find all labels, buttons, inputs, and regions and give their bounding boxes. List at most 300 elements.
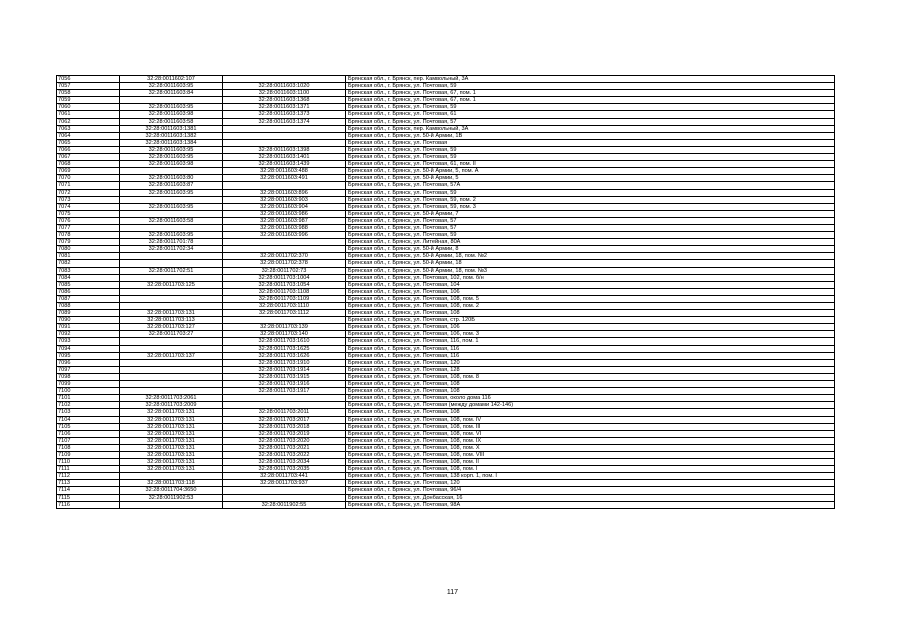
row-number-cell: 7069 [57,168,120,175]
parcel-cadastral-number-cell [120,97,223,104]
object-cadastral-number-cell [223,76,346,83]
object-cadastral-number-cell: 32:28:0011603:986 [223,210,346,217]
address-cell: Брянская обл., г. Брянск, ул. Почтовая, 116 [346,352,835,359]
table-row [57,459,835,466]
row-number-cell: 7072 [57,189,120,196]
row-number-cell: 7111 [57,466,120,473]
object-cadastral-number-cell: 32:28:0011703:1625 [223,345,346,352]
table-row [57,76,835,83]
object-cadastral-number-cell: 32:28:0011603:1398 [223,146,346,153]
address-cell: Брянская обл., г. Брянск, ул. Почтовая, 108, пом. I [346,466,835,473]
row-number-cell: 7061 [57,111,120,118]
object-cadastral-number-cell: 32:28:0011703:1054 [223,281,346,288]
row-number-cell: 7089 [57,310,120,317]
address-cell: Брянская обл., г. Брянск, ул. Почтовая, 108, пом. IX [346,437,835,444]
table-row [57,338,835,345]
row-number-cell: 7113 [57,480,120,487]
row-number-cell: 7094 [57,345,120,352]
parcel-cadastral-number-cell [120,260,223,267]
parcel-cadastral-number-cell: 32:28:0011703:131 [120,437,223,444]
register-table-body [57,76,835,509]
table-row [57,246,835,253]
row-number-cell: 7098 [57,373,120,380]
address-cell: Брянская обл., г. Брянск, ул. Почтовая, 108, пом. 5 [346,295,835,302]
row-number-cell: 7092 [57,331,120,338]
object-cadastral-number-cell: 32:28:0011603:904 [223,203,346,210]
address-cell: Брянская обл., г. Брянск, пер. Камвольный, 3А [346,125,835,132]
object-cadastral-number-cell: 32:28:0011703:2017 [223,416,346,423]
parcel-cadastral-number-cell: 32:28:0011603:80 [120,175,223,182]
object-cadastral-number-cell: 32:28:0011603:1374 [223,118,346,125]
object-cadastral-number-cell: 32:28:0011703:2034 [223,459,346,466]
table-row [57,104,835,111]
row-number-cell: 7058 [57,90,120,97]
table-row [57,274,835,281]
parcel-cadastral-number-cell [120,473,223,480]
parcel-cadastral-number-cell: 32:28:0011702:34 [120,246,223,253]
parcel-cadastral-number-cell [120,345,223,352]
address-cell: Брянская обл., г. Брянск, ул. Почтовая, 57А [346,182,835,189]
table-row [57,90,835,97]
parcel-cadastral-number-cell: 32:28:0011703:131 [120,466,223,473]
row-number-cell: 7057 [57,83,120,90]
row-number-cell: 7116 [57,501,120,508]
object-cadastral-number-cell: 32:28:0011703:1916 [223,381,346,388]
object-cadastral-number-cell: 32:28:0011703:1109 [223,295,346,302]
address-cell: Брянская обл., г. Брянск, ул. Литейная, 80А [346,239,835,246]
object-cadastral-number-cell: 32:28:0011703:2021 [223,444,346,451]
table-row [57,402,835,409]
table-row [57,381,835,388]
address-cell: Брянская обл., г. Брянск, ул. Почтовая, 108, пом. 8 [346,373,835,380]
table-row [57,303,835,310]
row-number-cell: 7065 [57,139,120,146]
object-cadastral-number-cell [223,182,346,189]
parcel-cadastral-number-cell: 32:28:0011703:131 [120,310,223,317]
row-number-cell: 7103 [57,409,120,416]
address-cell: Брянская обл., г. Брянск, ул. Почтовая, 108, пом. II [346,459,835,466]
address-cell: Брянская обл., г. Брянск, ул. Почтовая, 108, пом. IV [346,416,835,423]
row-number-cell: 7076 [57,217,120,224]
row-number-cell: 7087 [57,295,120,302]
address-cell: Брянская обл., г. Брянск, ул. Почтовая, 57 [346,118,835,125]
parcel-cadastral-number-cell: 32:28:0011603:58 [120,217,223,224]
table-row [57,224,835,231]
object-cadastral-number-cell: 32:28:0011703:2011 [223,409,346,416]
object-cadastral-number-cell: 32:28:0011603:987 [223,217,346,224]
address-cell: Брянская обл., г. Брянск, ул. Почтовая, 67, пом. 1 [346,90,835,97]
row-number-cell: 7066 [57,146,120,153]
object-cadastral-number-cell: 32:28:0011703:2019 [223,430,346,437]
address-cell: Брянская обл., г. Брянск, ул. Почтовая, 108 [346,381,835,388]
row-number-cell: 7077 [57,224,120,231]
table-row [57,83,835,90]
object-cadastral-number-cell: 32:28:0011702:378 [223,260,346,267]
table-row [57,317,835,324]
address-cell: Брянская обл., г. Брянск, ул. Почтовая, стр. 120Б [346,317,835,324]
parcel-cadastral-number-cell: 32:28:0011603:95 [120,83,223,90]
row-number-cell: 7059 [57,97,120,104]
row-number-cell: 7062 [57,118,120,125]
address-cell: Брянская обл., г. Брянск, ул. Почтовая, 106 [346,288,835,295]
parcel-cadastral-number-cell: 32:28:0011703:113 [120,317,223,324]
parcel-cadastral-number-cell [120,303,223,310]
table-row [57,161,835,168]
object-cadastral-number-cell: 32:28:0011603:1371 [223,104,346,111]
address-cell: Брянская обл., г. Брянск, ул. 50-й Армии, 5, пом. А [346,168,835,175]
address-cell: Брянская обл., г. Брянск, ул. 50-й Армии, 18 [346,260,835,267]
parcel-cadastral-number-cell: 32:28:0011603:1381 [120,125,223,132]
object-cadastral-number-cell: 32:28:0011703:1915 [223,373,346,380]
object-cadastral-number-cell: 32:28:0011603:903 [223,196,346,203]
address-cell: Брянская обл., г. Брянск, ул. Почтовая, 108, пом. VI [346,430,835,437]
object-cadastral-number-cell: 32:28:0011603:896 [223,189,346,196]
address-cell: Брянская обл., г. Брянск, ул. Почтовая, 116, пом. 1 [346,338,835,345]
object-cadastral-number-cell: 32:28:0011703:140 [223,331,346,338]
table-row [57,416,835,423]
address-cell: Брянская обл., г. Брянск, ул. Почтовая, 59 [346,189,835,196]
parcel-cadastral-number-cell [120,224,223,231]
address-cell: Брянская обл., г. Брянск, ул. 50-й Армии, 7 [346,210,835,217]
object-cadastral-number-cell: 32:28:0011703:1917 [223,388,346,395]
address-cell: Брянская обл., г. Брянск, ул. Почтовая, 106 [346,324,835,331]
object-cadastral-number-cell [223,395,346,402]
parcel-cadastral-number-cell: 32:28:0011603:58 [120,118,223,125]
table-row [57,409,835,416]
row-number-cell: 7105 [57,423,120,430]
table-row [57,146,835,153]
row-number-cell: 7114 [57,487,120,494]
object-cadastral-number-cell: 32:28:0011703:1108 [223,288,346,295]
parcel-cadastral-number-cell: 32:28:0011701:78 [120,239,223,246]
address-cell: Брянская обл., г. Брянск, ул. Почтовая, около дома 116 [346,395,835,402]
object-cadastral-number-cell [223,139,346,146]
table-row [57,189,835,196]
table-row [57,473,835,480]
parcel-cadastral-number-cell: 32:28:0011703:131 [120,409,223,416]
object-cadastral-number-cell [223,487,346,494]
parcel-cadastral-number-cell [120,253,223,260]
parcel-cadastral-number-cell: 32:28:0011603:95 [120,104,223,111]
object-cadastral-number-cell: 32:28:0011902:55 [223,501,346,508]
object-cadastral-number-cell: 32:28:0011703:139 [223,324,346,331]
row-number-cell: 7112 [57,473,120,480]
table-row [57,359,835,366]
address-cell: Брянская обл., г. Брянск, ул. 50-й Армии, 18, пом. №2 [346,253,835,260]
object-cadastral-number-cell: 32:28:0011703:1110 [223,303,346,310]
row-number-cell: 7068 [57,161,120,168]
address-cell: Брянская обл., г. Брянск, ул. 50-й Армии, 8 [346,246,835,253]
object-cadastral-number-cell [223,317,346,324]
table-row [57,295,835,302]
object-cadastral-number-cell: 32:28:0011703:1914 [223,366,346,373]
row-number-cell: 7102 [57,402,120,409]
object-cadastral-number-cell [223,246,346,253]
address-cell: Брянская обл., г. Брянск, ул. Почтовая, 120 [346,359,835,366]
table-row [57,232,835,239]
address-cell: Брянская обл., г. Брянск, ул. Почтовая, 57 [346,224,835,231]
parcel-cadastral-number-cell [120,210,223,217]
table-row [57,210,835,217]
object-cadastral-number-cell [223,239,346,246]
parcel-cadastral-number-cell: 32:28:0011603:87 [120,182,223,189]
address-cell: Брянская обл., г. Брянск, ул. Почтовая, 128 [346,366,835,373]
row-number-cell: 7095 [57,352,120,359]
table-row [57,260,835,267]
parcel-cadastral-number-cell: 32:28:0011703:127 [120,324,223,331]
parcel-cadastral-number-cell [120,274,223,281]
object-cadastral-number-cell: 32:28:0011703:1910 [223,359,346,366]
parcel-cadastral-number-cell: 32:28:0011603:95 [120,154,223,161]
address-cell: Брянская обл., г. Брянск, ул. Почтовая, 104 [346,281,835,288]
parcel-cadastral-number-cell: 32:28:0011603:84 [120,90,223,97]
row-number-cell: 7081 [57,253,120,260]
parcel-cadastral-number-cell: 32:28:0011703:137 [120,352,223,359]
parcel-cadastral-number-cell: 32:28:0011703:27 [120,331,223,338]
address-cell: Брянская обл., г. Брянск, ул. Почтовая, 108, пом. VIII [346,451,835,458]
parcel-cadastral-number-cell: 32:28:0011602:107 [120,76,223,83]
address-cell: Брянская обл., г. Брянск, ул. Почтовая, 102, пом. б/н [346,274,835,281]
parcel-cadastral-number-cell: 32:28:0011603:98 [120,111,223,118]
table-row [57,196,835,203]
address-cell: Брянская обл., г. Брянск, ул. Почтовая, 108 [346,310,835,317]
address-cell: Брянская обл., г. Брянск, ул. Почтовая [346,139,835,146]
table-row [57,487,835,494]
parcel-cadastral-number-cell: 32:28:0011603:98 [120,161,223,168]
address-cell: Брянская обл., г. Брянск, ул. Почтовая, 138 корп. 1, пом. I [346,473,835,480]
address-cell: Брянская обл., г. Брянск, ул. Почтовая, 108, пом. X [346,444,835,451]
parcel-cadastral-number-cell: 32:28:0011703:125 [120,281,223,288]
parcel-cadastral-number-cell: 32:28:0011703:2061 [120,395,223,402]
table-row [57,217,835,224]
parcel-cadastral-number-cell: 32:28:0011603:95 [120,189,223,196]
parcel-cadastral-number-cell: 32:28:0011702:51 [120,267,223,274]
row-number-cell: 7063 [57,125,120,132]
address-cell: Брянская обл., г. Брянск, ул. 50-й Армии, 18, пом. №3 [346,267,835,274]
row-number-cell: 7078 [57,232,120,239]
row-number-cell: 7070 [57,175,120,182]
table-row [57,501,835,508]
address-cell: Брянская обл., г. Брянск, ул. Почтовая, 59, пом. 3 [346,203,835,210]
table-row [57,288,835,295]
address-cell: Брянская обл., г. Брянск, ул. Почтовая, 106, пом. 3 [346,331,835,338]
table-row [57,444,835,451]
object-cadastral-number-cell: 32:28:0011603:491 [223,175,346,182]
parcel-cadastral-number-cell [120,501,223,508]
parcel-cadastral-number-cell [120,388,223,395]
table-row [57,366,835,373]
parcel-cadastral-number-cell: 32:28:0011603:1382 [120,132,223,139]
parcel-cadastral-number-cell: 32:28:0011703:131 [120,416,223,423]
row-number-cell: 7082 [57,260,120,267]
parcel-cadastral-number-cell [120,168,223,175]
address-cell: Брянская обл., г. Брянск, ул. Почтовая, 59 [346,232,835,239]
address-cell: Брянская обл., г. Брянск, ул. Почтовая, 108 [346,409,835,416]
register-table-container [56,75,834,509]
object-cadastral-number-cell [223,494,346,501]
table-row [57,466,835,473]
object-cadastral-number-cell: 32:28:0011603:1439 [223,161,346,168]
row-number-cell: 7106 [57,430,120,437]
table-row [57,253,835,260]
row-number-cell: 7109 [57,451,120,458]
table-row [57,154,835,161]
row-number-cell: 7096 [57,359,120,366]
object-cadastral-number-cell: 32:28:0011702:73 [223,267,346,274]
object-cadastral-number-cell: 32:28:0011603:988 [223,224,346,231]
object-cadastral-number-cell: 32:28:0011603:1368 [223,97,346,104]
parcel-cadastral-number-cell [120,288,223,295]
parcel-cadastral-number-cell: 32:28:0011603:95 [120,232,223,239]
row-number-cell: 7074 [57,203,120,210]
table-row [57,125,835,132]
table-row [57,480,835,487]
object-cadastral-number-cell: 32:28:0011703:2018 [223,423,346,430]
address-cell: Брянская обл., г. Брянск, ул. 50-й Армии, 5 [346,175,835,182]
table-row [57,395,835,402]
parcel-cadastral-number-cell [120,359,223,366]
parcel-cadastral-number-cell [120,366,223,373]
row-number-cell: 7107 [57,437,120,444]
object-cadastral-number-cell: 32:28:0011603:996 [223,232,346,239]
row-number-cell: 7108 [57,444,120,451]
parcel-cadastral-number-cell: 32:28:0011703:131 [120,430,223,437]
parcel-cadastral-number-cell: 32:28:0011703:2009 [120,402,223,409]
row-number-cell: 7101 [57,395,120,402]
table-row [57,281,835,288]
address-cell: Брянская обл., г. Брянск, ул. Почтовая, 59 [346,104,835,111]
address-cell: Брянская обл., г. Брянск, ул. Почтовая, 57 [346,217,835,224]
address-cell: Брянская обл., г. Брянск, ул. Почтовая, 67, пом. 1 [346,97,835,104]
object-cadastral-number-cell: 32:28:0011703:1626 [223,352,346,359]
parcel-cadastral-number-cell: 32:28:0011902:53 [120,494,223,501]
object-cadastral-number-cell: 32:28:0011603:1401 [223,154,346,161]
object-cadastral-number-cell [223,132,346,139]
row-number-cell: 7104 [57,416,120,423]
table-row [57,451,835,458]
address-cell: Брянская обл., г. Брянск, ул. Почтовая, 120 [346,480,835,487]
object-cadastral-number-cell: 32:28:0011703:937 [223,480,346,487]
address-cell: Брянская обл., г. Брянск, ул. Почтовая, 61 [346,111,835,118]
table-row [57,132,835,139]
object-cadastral-number-cell [223,402,346,409]
row-number-cell: 7088 [57,303,120,310]
address-cell: Брянская обл., г. Брянск, ул. Почтовая, 116 [346,345,835,352]
row-number-cell: 7071 [57,182,120,189]
table-row [57,97,835,104]
parcel-cadastral-number-cell [120,196,223,203]
object-cadastral-number-cell: 32:28:0011702:370 [223,253,346,260]
table-row [57,437,835,444]
address-cell: Брянская обл., г. Брянск, ул. Почтовая, 96/4 [346,487,835,494]
parcel-cadastral-number-cell: 32:28:0011704:3650 [120,487,223,494]
address-cell: Брянская обл., г. Брянск, ул. Почтовая, 108, пом. 2 [346,303,835,310]
parcel-cadastral-number-cell [120,338,223,345]
table-row [57,168,835,175]
row-number-cell: 7090 [57,317,120,324]
table-row [57,118,835,125]
table-row [57,352,835,359]
object-cadastral-number-cell: 32:28:0011603:1373 [223,111,346,118]
object-cadastral-number-cell [223,125,346,132]
table-row [57,373,835,380]
object-cadastral-number-cell: 32:28:0011703:1610 [223,338,346,345]
table-row [57,388,835,395]
row-number-cell: 7093 [57,338,120,345]
object-cadastral-number-cell: 32:28:0011603:488 [223,168,346,175]
address-cell: Брянская обл., г. Брянск, ул. Почтовая, 59 [346,154,835,161]
object-cadastral-number-cell: 32:28:0011603:1020 [223,83,346,90]
register-table [56,75,835,509]
parcel-cadastral-number-cell [120,295,223,302]
table-row [57,111,835,118]
parcel-cadastral-number-cell: 32:28:0011703:131 [120,451,223,458]
address-cell: Брянская обл., г. Брянск, ул. Почтовая, 108 [346,388,835,395]
row-number-cell: 7083 [57,267,120,274]
object-cadastral-number-cell: 32:28:0011703:2035 [223,466,346,473]
row-number-cell: 7115 [57,494,120,501]
address-cell: Брянская обл., г. Брянск, ул. Почтовая, 61, пом. II [346,161,835,168]
table-row [57,175,835,182]
row-number-cell: 7060 [57,104,120,111]
object-cadastral-number-cell: 32:28:0011703:1004 [223,274,346,281]
table-row [57,423,835,430]
row-number-cell: 7086 [57,288,120,295]
row-number-cell: 7056 [57,76,120,83]
table-row [57,203,835,210]
object-cadastral-number-cell: 32:28:0011703:2022 [223,451,346,458]
row-number-cell: 7100 [57,388,120,395]
parcel-cadastral-number-cell: 32:28:0011603:1384 [120,139,223,146]
address-cell: Брянская обл., г. Брянск, ул. Почтовая, 59, пом. 2 [346,196,835,203]
address-cell: Брянская обл., г. Брянск, ул. Почтовая, 108, пом. III [346,423,835,430]
table-row [57,494,835,501]
table-row [57,239,835,246]
parcel-cadastral-number-cell: 32:28:0011703:131 [120,423,223,430]
address-cell: Брянская обл., г. Брянск, пер. Камвольный, 3А [346,76,835,83]
parcel-cadastral-number-cell [120,373,223,380]
address-cell: Брянская обл., г. Брянск, ул. Почтовая (между домами 142-146) [346,402,835,409]
row-number-cell: 7079 [57,239,120,246]
object-cadastral-number-cell: 32:28:0011703:441 [223,473,346,480]
row-number-cell: 7073 [57,196,120,203]
table-row [57,324,835,331]
table-row [57,331,835,338]
row-number-cell: 7067 [57,154,120,161]
object-cadastral-number-cell: 32:28:0011703:2020 [223,437,346,444]
object-cadastral-number-cell: 32:28:0011603:1100 [223,90,346,97]
address-cell: Брянская обл., г. Брянск, ул. Почтовая, 59 [346,83,835,90]
row-number-cell: 7084 [57,274,120,281]
parcel-cadastral-number-cell: 32:28:0011603:95 [120,146,223,153]
row-number-cell: 7097 [57,366,120,373]
address-cell: Брянская обл., г. Брянск, ул. Почтовая, 59 [346,146,835,153]
table-row [57,345,835,352]
object-cadastral-number-cell: 32:28:0011703:1112 [223,310,346,317]
parcel-cadastral-number-cell: 32:28:0011703:118 [120,480,223,487]
table-row [57,310,835,317]
parcel-cadastral-number-cell: 32:28:0011703:131 [120,459,223,466]
row-number-cell: 7075 [57,210,120,217]
address-cell: Брянская обл., г. Брянск, ул. Почтовая, 98А [346,501,835,508]
table-row [57,267,835,274]
row-number-cell: 7110 [57,459,120,466]
table-row [57,430,835,437]
parcel-cadastral-number-cell: 32:28:0011603:95 [120,203,223,210]
row-number-cell: 7085 [57,281,120,288]
address-cell: Брянская обл., г. Брянск, ул. Донбасская, 16 [346,494,835,501]
table-row [57,139,835,146]
